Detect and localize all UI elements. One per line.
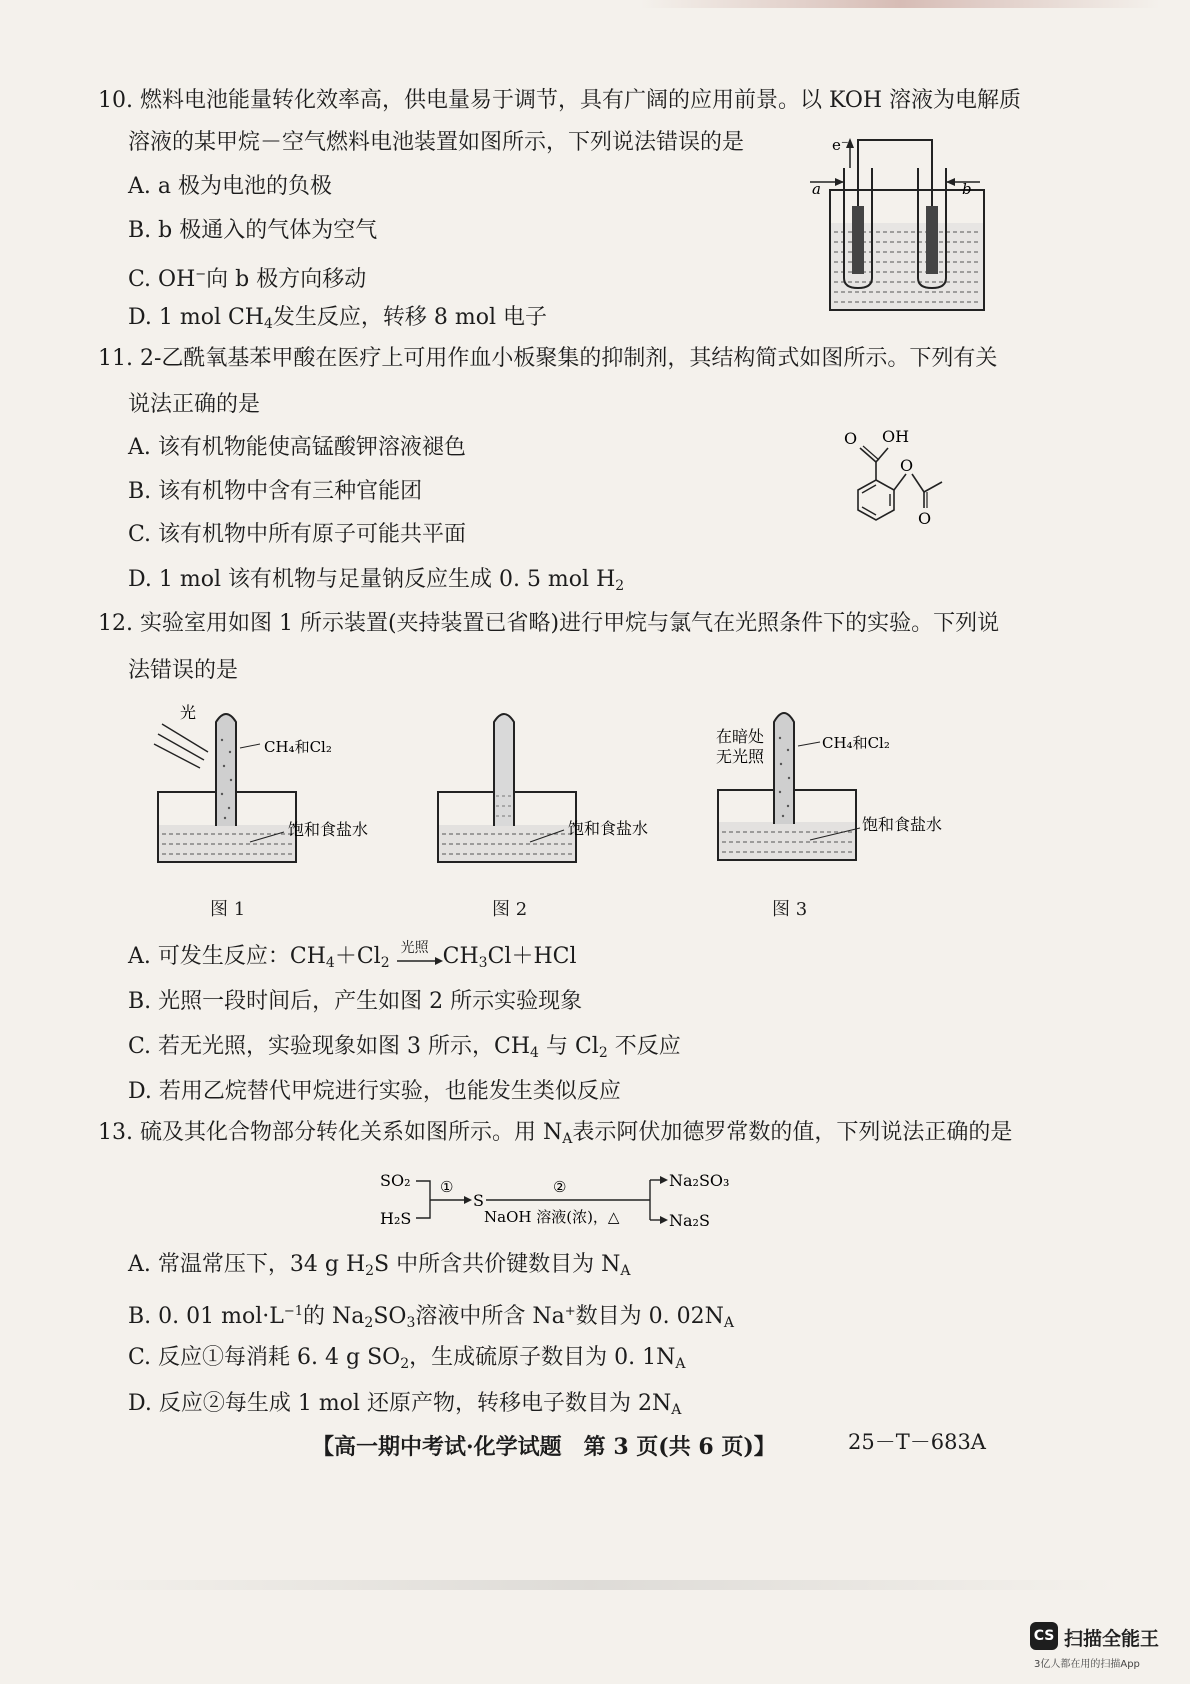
fig1-water-label: 饱和食盐水 [288,820,369,839]
aspirin-structure [836,420,976,532]
q10-stem-line2: 溶液的某甲烷－空气燃料电池装置如图所示，下列说法错误的是 [128,130,745,155]
exam-code: 25－T－683A [848,1430,986,1454]
na2so3-label: Na₂SO₃ [669,1171,730,1190]
q11-stem-line1: 11. 2-乙酰氧基苯甲酸在医疗上可用作血小板聚集的抑制剂，其结构简式如图所示。下列有关 [98,346,998,371]
q12-stem-line2: 法错误的是 [128,658,239,683]
q11-option-b: B. 该有机物中含有三种官能团 [128,479,423,504]
q13-stem: 13. 硫及其化合物部分转化关系如图所示。用 $N_A$表示阿伏加德罗常数的值，下列说法正确的是 [98,1120,1013,1147]
page-footer-title: 【高一期中考试·化学试题 第 3 页(共 6 页)】 [312,1434,776,1460]
h2s-label: H₂S [380,1209,412,1228]
fig2-caption: 图 2 [492,899,528,920]
so2-label: SO₂ [380,1171,411,1190]
ester-o-label: O [900,456,914,475]
hydroxyl-label: OH [882,427,910,446]
q13-option-c: C. 反应①每消耗 6. 4 g $SO_2$，生成硫原子数目为 0. $1N_A$ [128,1345,686,1372]
fig2-water-label: 饱和食盐水 [568,819,649,838]
q12-option-a: A. 可发生反应：$CH_4+Cl_2$ 光照 $CH_3Cl+HCl$ [128,940,577,971]
sulfur-conversion-diagram [378,1166,738,1232]
scan-edge-shadow [640,0,1160,8]
scanner-app-name: 扫描全能王 [1064,1628,1160,1650]
q11-option-a: A. 该有机物能使高锰酸钾溶液褪色 [128,435,466,460]
fig3-water-label: 饱和食盐水 [862,815,943,834]
acetyl-o-label: O [918,509,932,528]
dark-label-line2: 无光照 [716,747,765,766]
electrode-a-label: a [812,180,821,198]
fig1-gas-label: CH₄和Cl₂ [264,738,332,756]
reaction-arrow: 光照 [397,947,443,967]
q12-option-c: C. 若无光照，实验现象如图 3 所示，$CH_4$ 与 $Cl_2$ 不反应 [128,1034,681,1061]
fig3-gas-label: CH₄和Cl₂ [822,734,890,752]
q11-stem-line2: 说法正确的是 [128,392,261,417]
figure-3 [710,700,980,875]
q11-option-c: C. 该有机物中所有原子可能共平面 [128,522,467,547]
electron-label: e⁻ [832,136,849,154]
q11-option-d: D. 1 mol 该有机物与足量钠反应生成 0. 5 mol $H_2$ [128,567,625,594]
step1-label: ① [440,1178,454,1196]
q13-option-d: D. 反应②每生成 1 mol 还原产物，转移电子数目为 $2N_A$ [128,1391,682,1418]
q12-option-d: D. 若用乙烷替代甲烷进行实验，也能发生类似反应 [128,1079,621,1104]
scan-bottom-shadow [60,1580,1120,1590]
step2-label: ② [553,1178,567,1196]
scanner-tagline: 3亿人都在用的扫描App [1034,1659,1140,1670]
fig1-caption: 图 1 [210,899,246,920]
carbonyl-o-label: O [844,429,858,448]
figure-1 [150,700,410,875]
q10-option-a: A. a 极为电池的负极 [128,174,332,199]
fig3-caption: 图 3 [772,899,808,920]
dark-label-line1: 在暗处 [716,727,765,746]
scanner-logo-icon: CS [1030,1622,1058,1650]
na2s-label: Na₂S [669,1211,710,1230]
q12-stem-line1: 12. 实验室用如图 1 所示装置(夹持装置已省略)进行甲烷与氯气在光照条件下的实验。下列说 [98,611,1000,636]
q13-option-b: B. 0. 01 $mol\cdot L^{-1}$的 $Na_2SO_3$溶液中所含 Na+数目为 0. $02N_A$ [128,1304,735,1331]
condition-label: NaOH 溶液(浓)，△ [484,1208,620,1226]
scanner-watermark [1030,1622,1180,1672]
q10-option-c: C. OH−向 b 极方向移动 [128,267,367,292]
q13-option-a: A. 常温常压下，34 g $H_2S$ 中所含共价键数目为 $N_A$ [128,1252,631,1279]
q10-option-d: D. 1 mol $CH_4$发生反应，转移 8 mol 电子 [128,305,548,332]
q10-option-b: B. b 极通入的气体为空气 [128,218,378,243]
q10-stem-line1: 10. 燃料电池能量转化效率高，供电量易于调节，具有广阔的应用前景。以 KOH 溶液为电解质 [98,88,1022,113]
electrode-b-label: b [962,180,972,198]
fuel-cell-diagram [800,128,990,318]
figure-2 [430,700,690,875]
q12-option-b: B. 光照一段时间后，产生如图 2 所示实验现象 [128,989,583,1014]
light-label: 光 [180,703,197,722]
sulfur-label: S [473,1191,484,1210]
